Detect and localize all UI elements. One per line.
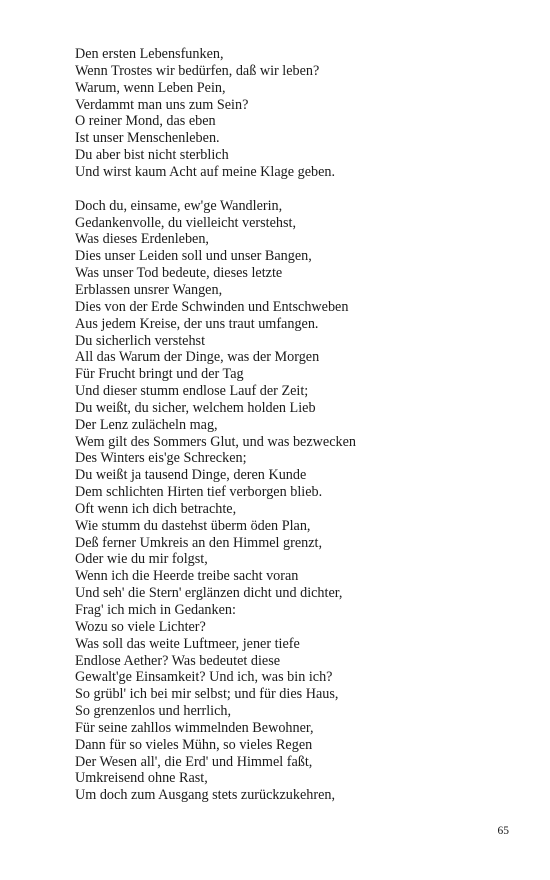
poem-line: Du sicherlich verstehst bbox=[75, 332, 206, 349]
poem-line: Dies von der Erde Schwinden und Entschweben bbox=[75, 298, 349, 315]
poem-line: Oft wenn ich dich betrachte, bbox=[75, 500, 237, 517]
poem-line: Wenn Trostes wir bedürfen, daß wir leben? bbox=[75, 62, 320, 79]
poem-line: Erblassen unsrer Wangen, bbox=[75, 281, 223, 298]
poem-line: Doch du, einsame, ew'ge Wandlerin, bbox=[75, 197, 283, 214]
poem-line: Und seh' die Stern' erglänzen dicht und dichter, bbox=[75, 585, 343, 602]
poem-line: Für seine zahllos wimmelnden Bewohner, bbox=[75, 719, 314, 736]
poem-line: Dem schlichten Hirten tief verborgen blieb. bbox=[75, 484, 323, 501]
poem-line: Gedankenvolle, du vielleicht verstehst, bbox=[75, 214, 297, 231]
poem-line: Deß ferner Umkreis an den Himmel grenzt, bbox=[75, 534, 323, 551]
poem-line: Wem gilt des Sommers Glut, und was bezwecken bbox=[75, 433, 356, 450]
poem-line: Du weißt ja tausend Dinge, deren Kunde bbox=[75, 467, 307, 484]
poem-line: Du aber bist nicht sterblich bbox=[75, 147, 229, 164]
poem-line: Gewalt'ge Einsamkeit? Und ich, was bin ich? bbox=[75, 669, 333, 686]
poem-line: Frag' ich mich in Gedanken: bbox=[75, 602, 236, 618]
poem-line: O reiner Mond, das eben bbox=[75, 113, 216, 130]
poem-text bbox=[75, 46, 515, 804]
poem-line: Und wirst kaum Acht auf meine Klage geben. bbox=[75, 163, 336, 180]
stanza bbox=[75, 198, 515, 804]
poem-line: Und dieser stumm endlose Lauf der Zeit; bbox=[75, 383, 309, 400]
poem-line: Wie stumm du dastehst überm öden Plan, bbox=[75, 517, 311, 534]
poem-line: Warum, wenn Leben Pein, bbox=[75, 79, 226, 96]
poem-line: Du weißt, du sicher, welchem holden Lieb bbox=[75, 399, 316, 416]
poem-line: Der Lenz zulächeln mag, bbox=[75, 416, 218, 433]
poem-line: All das Warum der Dinge, was der Morgen bbox=[75, 349, 320, 366]
poem-line: Den ersten Lebensfunken, bbox=[75, 46, 224, 62]
poem-line: Aus jedem Kreise, der uns traut umfangen. bbox=[75, 315, 319, 332]
poem-line: Dann für so vieles Mühn, so vieles Regen bbox=[75, 736, 313, 753]
poem-line: Für Frucht bringt und der Tag bbox=[75, 366, 244, 383]
poem-line: Des Winters eis'ge Schrecken; bbox=[75, 450, 247, 467]
poem-line: Der Wesen all', die Erd' und Himmel faßt, bbox=[75, 753, 313, 770]
poem-line: So grübl' ich bei mir selbst; und für dies Haus, bbox=[75, 686, 339, 703]
poem-line: Was dieses Erdenleben, bbox=[75, 231, 209, 248]
poem-line: Um doch zum Ausgang stets zurückzukehren, bbox=[75, 787, 336, 804]
poem-line: Dies unser Leiden soll und unser Bangen, bbox=[75, 248, 312, 265]
poem-line: Was soll das weite Luftmeer, jener tiefe bbox=[75, 635, 300, 652]
poem-line: Was unser Tod bedeute, dieses letzte bbox=[75, 265, 283, 282]
poem-line: Wenn ich die Heerde treibe sacht voran bbox=[75, 568, 299, 585]
poem-line: Verdammt man uns zum Sein? bbox=[75, 96, 249, 113]
poem-line: Wozu so viele Lichter? bbox=[75, 618, 206, 635]
poem-line: Oder wie du mir folgst, bbox=[75, 551, 208, 568]
poem-line: Ist unser Menschenleben. bbox=[75, 130, 220, 147]
poem-line: So grenzenlos und herrlich, bbox=[75, 703, 232, 720]
poem-line: Umkreisend ohne Rast, bbox=[75, 770, 208, 787]
stanza bbox=[75, 46, 515, 181]
page-number: 65 bbox=[497, 825, 509, 837]
poem-line: Endlose Aether? Was bedeutet diese bbox=[75, 652, 281, 669]
